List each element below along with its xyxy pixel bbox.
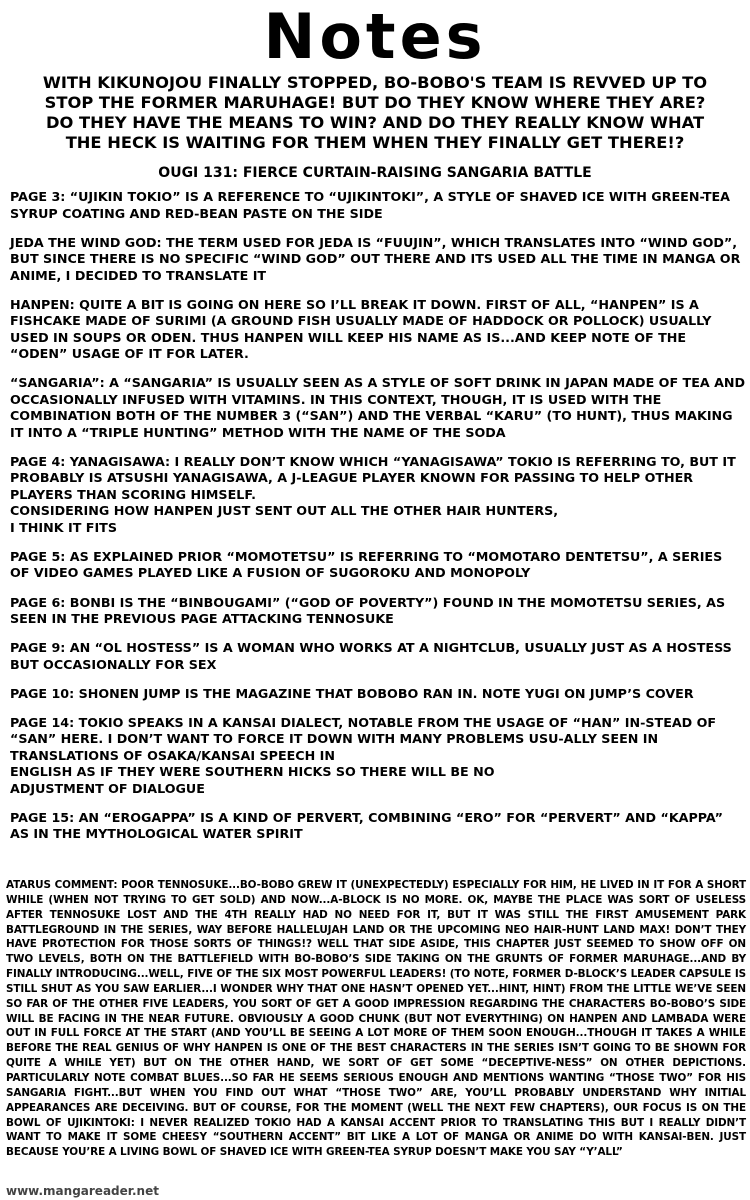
note-page-15: PAGE 15: AN “EROGAPPA” IS A KIND OF PERVERT, COMBINING “ERO” FOR “PERVERT” AND “KAPPA” AS IN THE MYTHOLOGICAL WATER SPIRIT: [10, 809, 723, 842]
note-page-3: PAGE 3: “UJIKIN TOKIO” IS A REFERENCE TO “UJIKINTOKI”, A STYLE OF SHAVED ICE WITH GREEN-TEA SYRUP COATING AND RED-BEAN PASTE ON THE SIDE: [10, 189, 730, 221]
note-page-6: PAGE 6: BONBI IS THE “BINBOUGAMI” (“GOD OF POVERTY”) FOUND IN THE MOMOTETSU SERIES, AS SEEN IN THE PREVIOUS PAGE ATTACKING TENNOSUKE: [10, 594, 726, 627]
note-hanpen: HANPEN: QUITE A BIT IS GOING ON HERE SO I’LL BREAK IT DOWN. FIRST OF ALL, “HANPEN” IS A FISHCAKE MADE OF SURIMI (A GROUND FISH USUALLY MADE OF HADDOCK OR POLLOCK) USUALLY USED IN SOUPS OR ODEN. THUS HANPEN WILL KEEP HIS NAME AS IS...AND KEEP NOTE OF THE “ODEN” USAGE OF IT FOR LATER.: [10, 296, 712, 362]
site-watermark: www.mangareader.net: [6, 1184, 159, 1198]
page-title: Notes: [263, 0, 487, 73]
note-page-5: PAGE 5: AS EXPLAINED PRIOR “MOMOTETSU” IS REFERRING TO “MOMOTARO DENTETSU”, A SERIES OF VIDEO GAMES PLAYED LIKE A FUSION OF SUGOROKU AND MONOPOLY: [10, 548, 723, 581]
note-page-10: PAGE 10: SHONEN JUMP IS THE MAGAZINE THAT BOBOBO RAN IN. NOTE YUGI ON JUMP’S COVER: [10, 685, 694, 701]
note-jeda: JEDA THE WIND GOD: THE TERM USED FOR JEDA IS “FUUJIN”, WHICH TRANSLATES INTO “WIND GOD”, BUT SINCE THERE IS NO SPECIFIC “WIND GOD” OUT THERE AND ITS USED ALL THE TIME IN MANGA OR ANIME, I DECIDED TO TRANSLATE IT: [10, 234, 741, 283]
note-page-4: PAGE 4: YANAGISAWA: I REALLY DON’T KNOW WHICH “YANAGISAWA” TOKIO IS REFERRING TO, BUT IT PROBABLY IS ATSUSHI YANAGISAWA, A J-LEAGUE PLAYER KNOWN FOR PASSING TO HELP OTHER PLAYERS THAN SCORING HIMSELF. CONSIDERING HOW HANPEN JUST SENT OUT ALL THE OTHER HAIR HUNTERS, I THINK IT FITS: [10, 453, 736, 535]
translation-notes: [10, 189, 746, 856]
translator-comment: ATARUS COMMENT: POOR TENNOSUKE...BO-BOBO GREW IT (UNEXPECTEDLY) ESPECIALLY FOR HIM, HE LIVED IN IT FOR A SHORT WHILE (WHEN NOT TRYING TO GET SOLD) AND NOW...A-BLOCK IS NO MORE. OK, MAYBE THE PLACE WAS SORT OF USELESS AFTER TENNOSUKE LOST AND THE 4TH REALLY HAD NO NEED FOR IT, BUT IT WAS STILL THE FIRST AMUSEMENT PARK BATTLEGROUND IN THE SERIES, WAY BEFORE HALLELUJAH LAND OR THE UPCOMING NEO HAIR-HUNT LAND MAX! DON’T THEY HAVE PROTECTION FOR THOSE SORTS OF THINGS!? WELL THAT SIDE ASIDE, THIS CHAPTER JUST SEEMED TO SHOW OFF ON TWO LEVELS, BOTH ON THE BATTLEFIELD WITH BO-BOBO’S SIDE TAKING ON THE GRUNTS OF FORMER MARUHAGE...AND BY FINALLY INTRODUCING...WELL, FIVE OF THE SIX MOST POWERFUL LEADERS! (TO NOTE, FORMER D-BLOCK’S LEADER CAPSULE IS STILL SHUT AS YOU SAW EARLIER...I WONDER WHY THAT ONE HASN’T OPENED YET...HINT, HINT) FROM THE LITTLE WE’VE SEEN SO FAR OF THE OTHER FIVE LEADERS, YOU SORT OF GET A GOOD IMPRESSION REGARDING THE CHARACTERS BO-BOBO’S SIDE WILL BE FACING IN THE NEAR FUTURE. OBVIOUSLY A GOOD CHUNK (BUT NOT EVERYTHING) ON HANPEN AND LAMBADA WERE OUT IN FULL FORCE AT THE START (AND YOU’LL BE SEEING A LOT MORE OF THEM SOON ENOUGH...THOUGH IT TAKES A WHILE BEFORE THE REAL GENIUS OF WHY HANPEN IS ONE OF THE BEST CHARACTERS IN THE SERIES ISN’T GOING TO BE SHOWN FOR QUITE A WHILE YET) BUT ON THE OTHER HAND, WE SORT OF GET SOME “DECEPTIVE-NESS” ON OTHER DEPICTIONS. PARTICULARLY NOTE COMBAT BLUES...SO FAR HE SEEMS SERIOUS ENOUGH AND MENTIONS WANTING “THOSE TWO” FOR HIS SANGARIA FIGHT...BUT WHEN YOU FIND OUT WHAT “THOSE TWO” ARE, YOU’LL PROBABLY UNDERSTAND WHY INITIAL APPEARANCES ARE DECEIVING. BUT OF COURSE, FOR THE MOMENT (WELL THE NEXT FEW CHAPTERS), OUR FOCUS IS ON THE BOWL OF UJIKINTOKI: I NEVER REALIZED TOKIO HAD A KANSAI ACCENT PRIOR TO TRANSLATING THIS BUT I REALLY DIDN’T WANT TO MAKE IT SOME CHEESY “SOUTHERN ACCENT” BIT LIKE A LOT OF MANGA OR ANIME DO WITH KANSAI-BEN. JUST BECAUSE YOU’RE A LIVING BOWL OF SHAVED ICE WITH GREEN-TEA SYRUP DOESN’T MAKE YOU SAY “Y’ALL”: [6, 879, 746, 1159]
intro-paragraph: WITH KIKUNOJOU FINALLY STOPPED, BO-BOBO'S TEAM IS REVVED UP TO STOP THE FORMER MARUHAGE! BUT DO THEY KNOW WHERE THEY ARE? DO THEY HAVE THE MEANS TO WIN? AND DO THEY REALLY KNOW WHAT THE HECK IS WAITING FOR THEM WHEN THEY FINALLY GET THERE!?: [42, 73, 708, 152]
note-page-14: PAGE 14: TOKIO SPEAKS IN A KANSAI DIALECT, NOTABLE FROM THE USAGE OF “HAN” IN-STEAD OF “SAN” HERE. I DON’T WANT TO FORCE IT DOWN WITH MANY PROBLEMS USU-ALLY SEEN IN TRANSLATIONS OF OSAKA/KANSAI SPEECH IN ENGLISH AS IF THEY WERE SOUTHERN HICKS SO THERE WILL BE NO ADJUSTMENT OF DIALOGUE: [10, 714, 717, 796]
chapter-title: OUGI 131: FIERCE CURTAIN-RAISING SANGARIA BATTLE: [158, 165, 592, 181]
note-page-9: PAGE 9: AN “OL HOSTESS” IS A WOMAN WHO WORKS AT A NIGHTCLUB, USUALLY JUST AS A HOSTESS BUT OCCASIONALLY FOR SEX: [10, 640, 732, 672]
note-sangaria: “SANGARIA”: A “SANGARIA” IS USUALLY SEEN AS A STYLE OF SOFT DRINK IN JAPAN MADE OF TEA AND OCCASIONALLY INFUSED WITH VITAMINS. IN THIS CONTEXT, THOUGH, IT IS USED WITH THE COMBINATION BOTH OF THE NUMBER 3 (“SAN”) AND THE VERBAL “KARU” (TO HUNT), THUS MAKING IT INTO A “TRIPLE HUNTING” METHOD WITH THE NAME OF THE SODA: [10, 375, 746, 440]
